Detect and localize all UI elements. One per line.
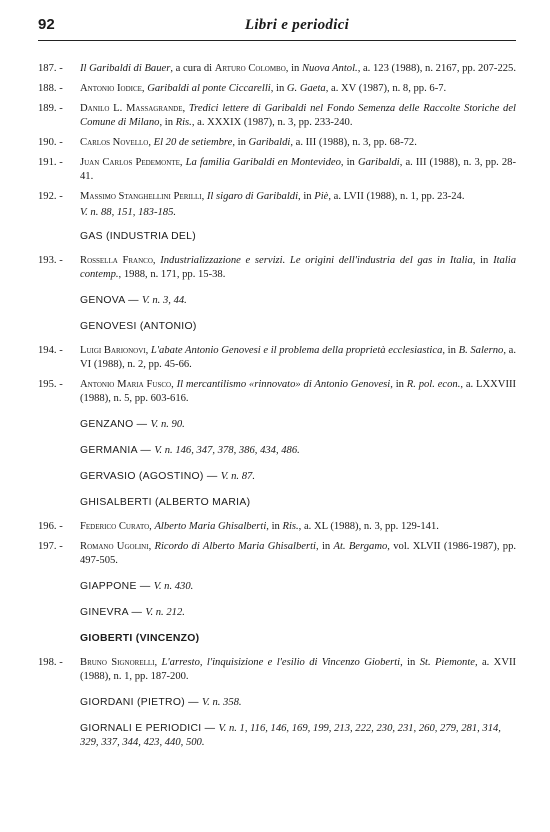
entry-number: 195. - — [38, 379, 63, 390]
bibliography-entry — [38, 136, 516, 150]
cross-reference-subject: GENZANO — — [80, 419, 151, 430]
entry-text: Federico Curato, Alberto Maria Ghisalberti, in Ris., a. XL (1988), n. 3, pp. 129-141. — [80, 521, 439, 532]
bibliography-body — [38, 62, 516, 762]
running-title: Libri e periodici — [244, 17, 350, 33]
entry-text: Romano Ugolini, Ricordo di Alberto Maria Ghisalberti, in At. Bergamo, vol. XLVII (1986-1987), pp. 497-505. — [80, 541, 517, 566]
entry-number: 196. - — [38, 521, 63, 532]
entry-text: Rossella Franco, Industrializzazione e servizi. Le origini dell'industria del gas in Italia, in Italia contemp., 1988, n. 171, pp. 15-38. — [80, 255, 517, 280]
entry-number: 194. - — [38, 345, 63, 356]
bibliography-entry — [38, 656, 516, 684]
entry-number: 188. - — [38, 83, 63, 94]
bibliography-entry — [38, 520, 516, 534]
cross-reference-subject: GERVASIO (AGOSTINO) — — [80, 471, 221, 482]
entry-text: Bruno Signorelli, L'arresto, l'inquisizione e l'esilio di Vincenzo Gioberti, in St. Piemonte, a. XVII (1988), n. 1, pp. 187-200. — [80, 657, 517, 682]
cross-reference — [38, 444, 516, 458]
entry-text: Luigi Barionovi, L'abate Antonio Genovesi e il problema della proprietà ecclesiastica, in B. Salerno, a. VI (1988), n. 2, pp. 45-66. — [80, 345, 517, 370]
subject-heading: GHISALBERTI (ALBERTO MARIA) — [80, 497, 251, 508]
cross-reference — [38, 606, 516, 620]
cross-reference-subject: GIORDANI (PIETRO) — — [80, 697, 203, 708]
bibliography-entry — [38, 156, 516, 184]
cross-reference-subject: GIAPPONE — — [80, 581, 154, 592]
entry-number: 190. - — [38, 137, 63, 148]
bibliography-entry — [38, 378, 516, 406]
entry-number: 189. - — [38, 103, 63, 114]
bibliography-entry — [38, 82, 516, 96]
entry-text: Danilo L. Massagrande, Tredici lettere di Garibaldi nel Fondo Semenza delle Raccolte Storiche del Comune di Milano, in Ris., a. XXXIX (1987), n. 3, pp. 233-240. — [80, 103, 516, 128]
bibliography-entry — [38, 62, 516, 76]
bibliography-entry — [38, 344, 516, 372]
cross-reference-subject: GIORNALI E PERIODICI — — [80, 723, 219, 734]
subject-heading: GENOVESI (ANTONIO) — [80, 321, 197, 332]
cross-reference — [38, 418, 516, 432]
cross-reference — [38, 696, 516, 710]
entry-number: 193. - — [38, 255, 63, 266]
entry-number: 187. - — [38, 63, 63, 74]
entry-text: Juan Carlos Pedemonte, La familia Garibaldi en Montevideo, in Garibaldi, a. III (1988), n. 3, pp. 28-41. — [80, 157, 516, 182]
cross-reference — [38, 580, 516, 594]
cross-reference-target: V. n. 358. — [202, 697, 242, 708]
bibliography-entry — [38, 102, 516, 130]
cross-reference-target: V. n. 87. — [220, 471, 255, 482]
bibliography-entry — [38, 190, 516, 204]
entry-number: 192. - — [38, 191, 63, 202]
entry-text: Il Garibaldi di Bauer, a cura di Arturo Colombo, in Nuova Antol., a. 123 (1988), n. 2167, pp. 207-225. — [80, 63, 516, 74]
bibliography-entry — [38, 540, 516, 568]
bibliography-entry — [38, 254, 516, 282]
see-also-reference: V. n. 88, 151, 183-185. — [80, 207, 177, 218]
subject-heading: GIOBERTI (VINCENZO) — [80, 633, 200, 644]
page-number: 92 — [38, 16, 55, 33]
cross-reference-subject: GENOVA — — [80, 295, 142, 306]
entry-text: Antonio Maria Fusco, Il mercantilismo «rinnovato» di Antonio Genovesi, in R. pol. econ., a. LXXVIII (1988), n. 5, pp. 603-616. — [80, 379, 517, 404]
entry-number: 198. - — [38, 657, 63, 668]
entry-number: 191. - — [38, 157, 63, 168]
page-header — [38, 18, 516, 41]
cross-reference-target: V. n. 212. — [145, 607, 185, 618]
subject-heading: GAS (INDUSTRIA DEL) — [80, 231, 196, 242]
cross-reference — [38, 722, 516, 750]
cross-reference-subject: GINEVRA — — [80, 607, 146, 618]
cross-reference-target: V. n. 146, 347, 378, 386, 434, 486. — [154, 445, 300, 456]
entry-number: 197. - — [38, 541, 63, 552]
cross-reference-target: V. n. 90. — [150, 419, 185, 430]
entry-text: Massimo Stanghellini Perilli, Il sigaro di Garibaldi, in Piè, a. LVII (1988), n. 1, pp. 23-24. — [80, 191, 465, 202]
entry-text: Antonio Iodice, Garibaldi al ponte Ciccarelli, in G. Gaeta, a. XV (1987), n. 8, pp. 6-7. — [80, 83, 447, 94]
cross-reference-target: V. n. 3, 44. — [141, 295, 187, 306]
entry-text: Carlos Novello, El 20 de setiembre, in Garibaldi, a. III (1988), n. 3, pp. 68-72. — [80, 137, 417, 148]
cross-reference-target: V. n. 430. — [153, 581, 194, 592]
cross-reference — [38, 470, 516, 484]
cross-reference-subject: GERMANIA — — [80, 445, 155, 456]
cross-reference — [38, 294, 516, 308]
cross-reference-target: V. n. 1, 116, 146, 169, 199, 213, 222, 230, 231, 260, 279, 281, 314, 329, 337, 344, 423, 440, 500. — [80, 723, 501, 748]
